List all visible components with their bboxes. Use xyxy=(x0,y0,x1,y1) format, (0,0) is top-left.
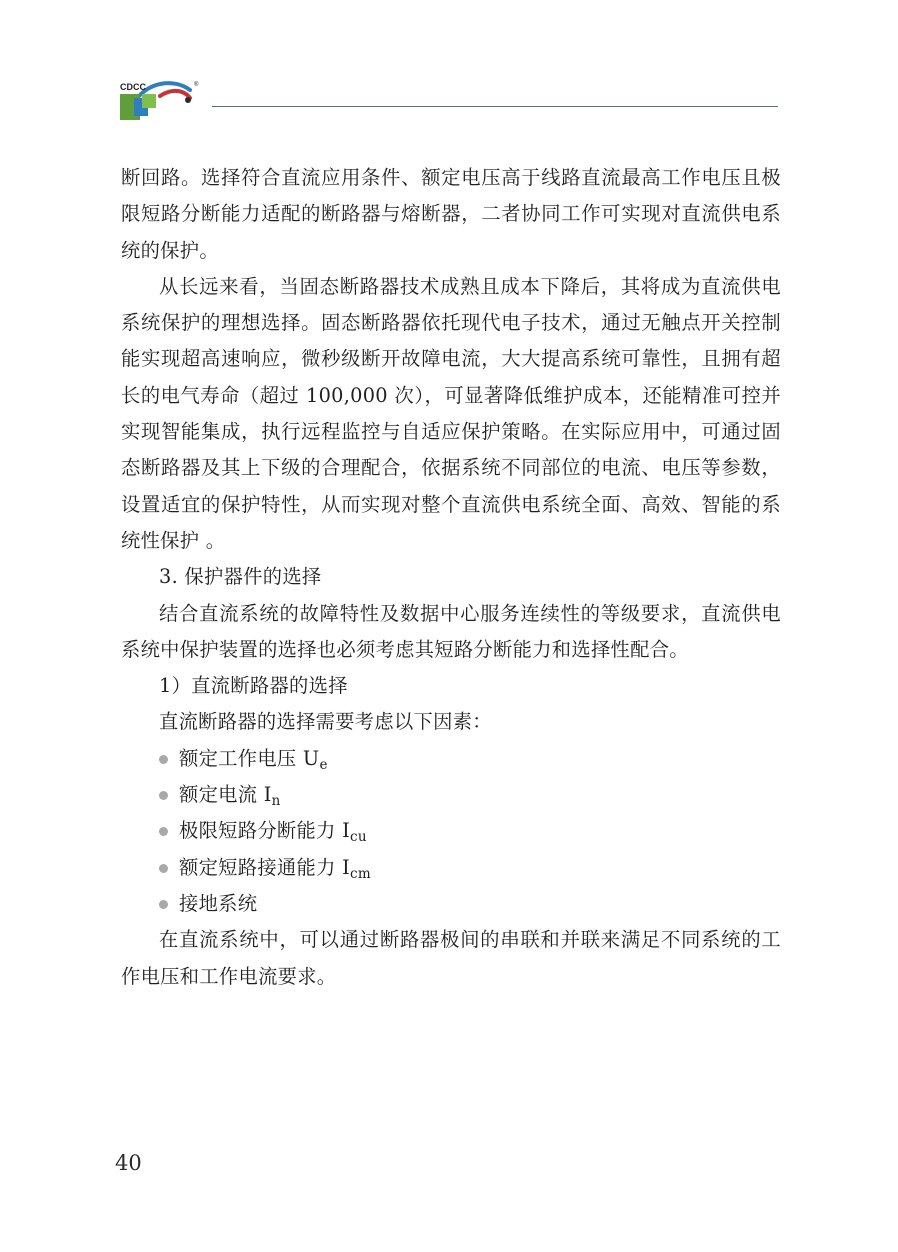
cdcc-logo xyxy=(118,74,202,122)
paragraph-solid-state-breakers: 从长远来看，当固态断路器技术成熟且成本下降后，其将成为直流供电系统保护的理想选择。固态断路器依托现代电子技术，通过无触点开关控制能实现超高速响应，微秒级断开故障电流，大大提高系统可靠性，且拥有超长的电气寿命（超过 100,000 次），可显著降低维护成本，还能精准可控并实现智能集成，执行远程监控与自适应保护策略。在实际应用中，可通过固态断路器及其上下级的合理配合，依据系统不同部位的电流、电压等参数，设置适宜的保护特性，从而实现对整个直流供电系统全面、高效、智能的系统性保护 。 xyxy=(121,274,781,552)
paragraph-protection-selection: 结合直流系统的故障特性及数据中心服务连续性的等级要求，直流供电系统中保护装置的选择也必须考虑其短路分断能力和选择性配合。 xyxy=(121,601,781,661)
page-number: 40 xyxy=(115,1151,142,1175)
bullet-text: 额定短路接通能力 I xyxy=(179,855,350,879)
bullet-item-earthing-system xyxy=(159,886,781,922)
bullet-text: 额定工作电压 U xyxy=(179,746,320,770)
paragraph-series-parallel: 在直流系统中，可以通过断路器极间的串联和并联来满足不同系统的工作电压和工作电流要求。 xyxy=(121,928,781,988)
header-rule xyxy=(212,106,778,107)
registered-mark: ® xyxy=(194,82,199,88)
paragraph-continuation: 断回路。选择符合直流应用条件、额定电压高于线路直流最高工作电压且极限短路分断能力适配的断路器与熔断器，二者协同工作可实现对直流供电系统的保护。 xyxy=(121,166,781,262)
bullet-item-rated-voltage xyxy=(159,741,781,777)
page-header xyxy=(118,74,780,124)
bullet-item-breaking-capacity xyxy=(159,813,781,849)
bullet-subscript: cu xyxy=(350,829,367,846)
page-body xyxy=(121,160,781,995)
bullet-dot-icon xyxy=(159,791,168,800)
bullet-subscript: e xyxy=(319,756,328,773)
bullet-subscript: cm xyxy=(350,865,371,882)
bullet-text: 额定电流 I xyxy=(179,783,272,807)
bullet-subscript: n xyxy=(271,792,281,809)
bullet-text: 接地系统 xyxy=(179,891,258,915)
bullet-dot-icon xyxy=(159,827,168,836)
bullet-dot-icon xyxy=(159,900,168,909)
logo-text: CDCC xyxy=(120,82,146,92)
subsection-heading-dc-breaker: 1）直流断路器的选择 xyxy=(159,674,348,698)
bullet-dot-icon xyxy=(159,864,168,873)
paragraph-factors-intro: 直流断路器的选择需要考虑以下因素： xyxy=(159,710,492,734)
bullet-item-making-capacity xyxy=(159,850,781,886)
bullet-item-rated-current xyxy=(159,777,781,813)
bullet-text: 极限短路分断能力 I xyxy=(179,819,350,843)
bullet-dot-icon xyxy=(159,755,168,764)
section-heading-protection-devices: 3. 保护器件的选择 xyxy=(159,565,322,589)
